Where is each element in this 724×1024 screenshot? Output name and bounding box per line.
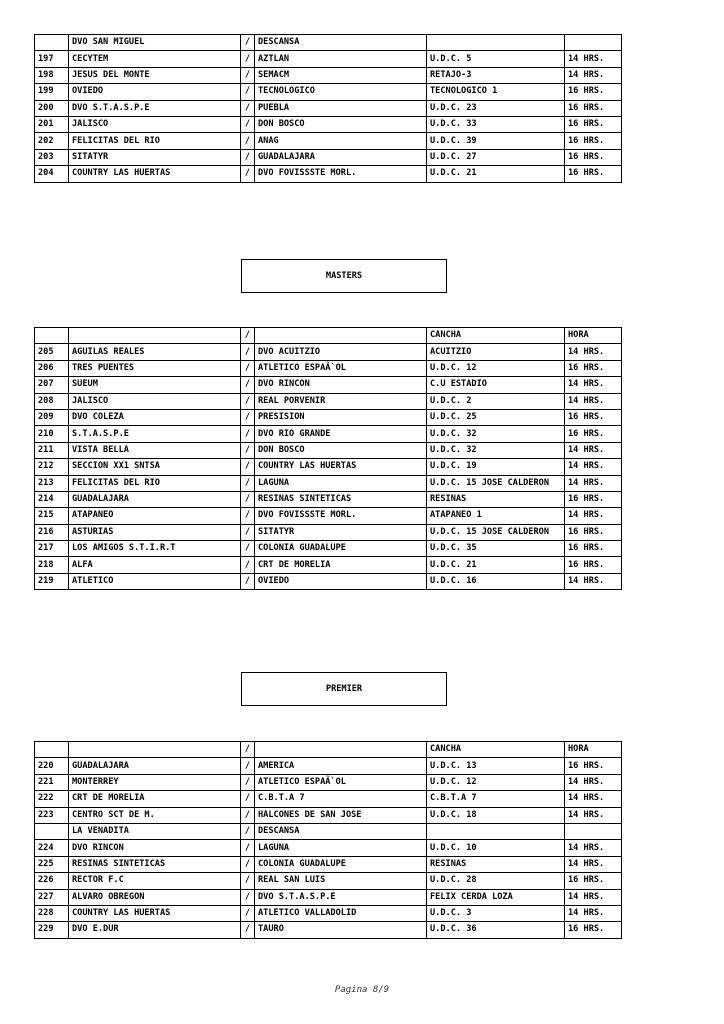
match-number-cell: 206 <box>35 360 69 376</box>
away-team-cell: DVO FOVISSSTE MORL. <box>255 508 427 524</box>
home-team-cell <box>69 328 241 344</box>
time-cell: 14 HRS. <box>565 791 622 807</box>
home-team-cell: RECTOR F.C <box>69 873 241 889</box>
match-number-cell: 222 <box>35 791 69 807</box>
time-cell: 16 HRS. <box>565 116 622 132</box>
table-row <box>35 100 622 116</box>
home-team-cell: JALISCO <box>69 116 241 132</box>
table-row <box>35 791 622 807</box>
time-cell: 16 HRS. <box>565 133 622 149</box>
home-team-cell: FELICITAS DEL RIO <box>69 475 241 491</box>
section-title-masters: MASTERS <box>241 259 447 293</box>
field-cell: RETAJO-3 <box>427 67 565 83</box>
field-cell: U.D.C. 21 <box>427 557 565 573</box>
home-team-cell: MONTERREY <box>69 774 241 790</box>
away-team-cell: RESINAS SINTETICAS <box>255 491 427 507</box>
table-row <box>35 116 622 132</box>
time-cell: 16 HRS. <box>565 84 622 100</box>
home-team-cell: SECCION XX1 SNTSA <box>69 459 241 475</box>
home-team-cell: OVIEDO <box>69 84 241 100</box>
away-team-cell: TAURO <box>255 922 427 938</box>
field-cell: RESINAS <box>427 491 565 507</box>
match-number-cell: 200 <box>35 100 69 116</box>
time-cell: 16 HRS. <box>565 524 622 540</box>
away-team-cell: ANAG <box>255 133 427 149</box>
separator-cell: / <box>241 557 255 573</box>
field-cell: FELIX CERDA LOZA <box>427 889 565 905</box>
table-row <box>35 823 622 839</box>
home-team-cell <box>69 742 241 758</box>
table-row <box>35 889 622 905</box>
table-row <box>35 35 622 51</box>
away-team-cell: DVO RINCON <box>255 377 427 393</box>
home-team-cell: ATLETICO <box>69 573 241 589</box>
match-number-cell: 202 <box>35 133 69 149</box>
home-team-cell: FELICITAS DEL RIO <box>69 133 241 149</box>
separator-cell: / <box>241 426 255 442</box>
separator-cell: / <box>241 508 255 524</box>
field-cell: U.D.C. 28 <box>427 873 565 889</box>
time-cell: 16 HRS. <box>565 491 622 507</box>
separator-cell: / <box>241 856 255 872</box>
field-cell: U.D.C. 23 <box>427 100 565 116</box>
field-cell: U.D.C. 39 <box>427 133 565 149</box>
away-team-cell: DVO FOVISSSTE MORL. <box>255 166 427 182</box>
separator-cell: / <box>241 393 255 409</box>
table-row <box>35 84 622 100</box>
table-row <box>35 807 622 823</box>
separator-cell: / <box>241 166 255 182</box>
field-cell: U.D.C. 27 <box>427 149 565 165</box>
table-row <box>35 393 622 409</box>
separator-cell: / <box>241 84 255 100</box>
away-team-cell: DVO RIO GRANDE <box>255 426 427 442</box>
match-number-cell: 205 <box>35 344 69 360</box>
time-cell: 14 HRS. <box>565 442 622 458</box>
table-row <box>35 856 622 872</box>
away-team-cell: DON BOSCO <box>255 442 427 458</box>
table-row <box>35 166 622 182</box>
match-number-cell: 211 <box>35 442 69 458</box>
separator-cell: / <box>241 475 255 491</box>
home-team-cell: ALVARO OBREGON <box>69 889 241 905</box>
away-team-cell: ATLETICO ESPAÃ`OL <box>255 360 427 376</box>
field-cell <box>427 35 565 51</box>
separator-cell: / <box>241 100 255 116</box>
match-number-cell: 210 <box>35 426 69 442</box>
time-cell: HORA <box>565 742 622 758</box>
table-row <box>35 475 622 491</box>
away-team-cell: AZTLAN <box>255 51 427 67</box>
separator-cell: / <box>241 774 255 790</box>
field-cell: U.D.C. 3 <box>427 905 565 921</box>
home-team-cell: TRES PUENTES <box>69 360 241 376</box>
schedule-table-body <box>35 742 622 939</box>
home-team-cell: COUNTRY LAS HUERTAS <box>69 166 241 182</box>
separator-cell: / <box>241 409 255 425</box>
away-team-cell: LAGUNA <box>255 840 427 856</box>
table-row <box>35 328 622 344</box>
match-number-cell: 213 <box>35 475 69 491</box>
home-team-cell: CENTRO SCT DE M. <box>69 807 241 823</box>
home-team-cell: AGUILAS REALES <box>69 344 241 360</box>
match-number-cell: 215 <box>35 508 69 524</box>
match-number-cell: 228 <box>35 905 69 921</box>
match-number-cell: 226 <box>35 873 69 889</box>
section-title-premier: PREMIER <box>241 672 447 706</box>
match-number-cell: 197 <box>35 51 69 67</box>
away-team-cell: TECNOLOGICO <box>255 84 427 100</box>
time-cell: 16 HRS. <box>565 166 622 182</box>
table-row <box>35 774 622 790</box>
time-cell: 14 HRS. <box>565 807 622 823</box>
field-cell: U.D.C. 5 <box>427 51 565 67</box>
away-team-cell: REAL PORVENIR <box>255 393 427 409</box>
table-row <box>35 459 622 475</box>
field-cell: U.D.C. 35 <box>427 541 565 557</box>
table-row <box>35 541 622 557</box>
time-cell: 14 HRS. <box>565 377 622 393</box>
separator-cell: / <box>241 573 255 589</box>
separator-cell: / <box>241 791 255 807</box>
away-team-cell: SITATYR <box>255 524 427 540</box>
away-team-cell: CRT DE MORELIA <box>255 557 427 573</box>
home-team-cell: JALISCO <box>69 393 241 409</box>
field-cell: U.D.C. 36 <box>427 922 565 938</box>
home-team-cell: LOS AMIGOS S.T.I.R.T <box>69 541 241 557</box>
time-cell: 14 HRS. <box>565 774 622 790</box>
separator-cell: / <box>241 758 255 774</box>
home-team-cell: ATAPANEO <box>69 508 241 524</box>
away-team-cell: DVO ACUITZIO <box>255 344 427 360</box>
separator-cell: / <box>241 360 255 376</box>
home-team-cell: GUADALAJARA <box>69 491 241 507</box>
table-row <box>35 133 622 149</box>
time-cell: 16 HRS. <box>565 873 622 889</box>
field-cell: ATAPANEO 1 <box>427 508 565 524</box>
table-row <box>35 360 622 376</box>
away-team-cell: DVO S.T.A.S.P.E <box>255 889 427 905</box>
match-number-cell: 212 <box>35 459 69 475</box>
home-team-cell: SUEUM <box>69 377 241 393</box>
away-team-cell: DESCANSA <box>255 35 427 51</box>
separator-cell: / <box>241 541 255 557</box>
separator-cell: / <box>241 873 255 889</box>
time-cell: 16 HRS. <box>565 557 622 573</box>
away-team-cell: COLONIA GUADALUPE <box>255 856 427 872</box>
time-cell: 14 HRS. <box>565 51 622 67</box>
away-team-cell: C.B.T.A 7 <box>255 791 427 807</box>
time-cell: 14 HRS. <box>565 889 622 905</box>
field-cell: U.D.C. 32 <box>427 442 565 458</box>
match-number-cell: 198 <box>35 67 69 83</box>
time-cell: 14 HRS. <box>565 856 622 872</box>
table-row <box>35 742 622 758</box>
table-row <box>35 344 622 360</box>
table-row <box>35 491 622 507</box>
away-team-cell: PUEBLA <box>255 100 427 116</box>
away-team-cell: DON BOSCO <box>255 116 427 132</box>
schedule-table-body <box>35 35 622 183</box>
table-row <box>35 573 622 589</box>
time-cell: 16 HRS. <box>565 758 622 774</box>
away-team-cell: ATLETICO ESPAÃ`OL <box>255 774 427 790</box>
home-team-cell: ASTURIAS <box>69 524 241 540</box>
field-cell: U.D.C. 12 <box>427 360 565 376</box>
time-cell: 14 HRS. <box>565 344 622 360</box>
separator-cell: / <box>241 742 255 758</box>
field-cell: U.D.C. 2 <box>427 393 565 409</box>
home-team-cell: S.T.A.S.P.E <box>69 426 241 442</box>
away-team-cell: ATLETICO VALLADOLID <box>255 905 427 921</box>
home-team-cell: LA VENADITA <box>69 823 241 839</box>
away-team-cell: GUADALAJARA <box>255 149 427 165</box>
away-team-cell: OVIEDO <box>255 573 427 589</box>
home-team-cell: DVO SAN MIGUEL <box>69 35 241 51</box>
separator-cell: / <box>241 328 255 344</box>
table-row <box>35 758 622 774</box>
away-team-cell <box>255 328 427 344</box>
field-cell: U.D.C. 10 <box>427 840 565 856</box>
field-cell: U.D.C. 16 <box>427 573 565 589</box>
table-row <box>35 905 622 921</box>
time-cell <box>565 823 622 839</box>
home-team-cell: DVO COLEZA <box>69 409 241 425</box>
time-cell: 14 HRS. <box>565 905 622 921</box>
field-cell: U.D.C. 15 JOSE CALDERON <box>427 524 565 540</box>
time-cell: 14 HRS. <box>565 475 622 491</box>
separator-cell: / <box>241 889 255 905</box>
table-row <box>35 51 622 67</box>
time-cell: 14 HRS. <box>565 67 622 83</box>
field-cell <box>427 823 565 839</box>
away-team-cell: COUNTRY LAS HUERTAS <box>255 459 427 475</box>
field-cell: RESINAS <box>427 856 565 872</box>
field-cell: U.D.C. 13 <box>427 758 565 774</box>
match-number-cell <box>35 35 69 51</box>
time-cell: 16 HRS. <box>565 541 622 557</box>
field-cell: U.D.C. 21 <box>427 166 565 182</box>
separator-cell: / <box>241 905 255 921</box>
separator-cell: / <box>241 840 255 856</box>
match-number-cell: 221 <box>35 774 69 790</box>
match-number-cell: 223 <box>35 807 69 823</box>
schedule-table-masters <box>34 327 622 590</box>
separator-cell: / <box>241 51 255 67</box>
home-team-cell: COUNTRY LAS HUERTAS <box>69 905 241 921</box>
time-cell: HORA <box>565 328 622 344</box>
time-cell: 14 HRS. <box>565 840 622 856</box>
time-cell: 14 HRS. <box>565 573 622 589</box>
field-cell: U.D.C. 25 <box>427 409 565 425</box>
schedule-table-body <box>35 328 622 590</box>
match-number-cell: 214 <box>35 491 69 507</box>
field-cell: C.B.T.A 7 <box>427 791 565 807</box>
home-team-cell: DVO E.DUR <box>69 922 241 938</box>
separator-cell: / <box>241 823 255 839</box>
time-cell: 16 HRS. <box>565 100 622 116</box>
time-cell: 16 HRS. <box>565 426 622 442</box>
separator-cell: / <box>241 116 255 132</box>
separator-cell: / <box>241 491 255 507</box>
away-team-cell: HALCONES DE SAN JOSE <box>255 807 427 823</box>
time-cell: 14 HRS. <box>565 393 622 409</box>
field-cell: CANCHA <box>427 742 565 758</box>
table-row <box>35 426 622 442</box>
home-team-cell: VISTA BELLA <box>69 442 241 458</box>
home-team-cell: DVO S.T.A.S.P.E <box>69 100 241 116</box>
match-number-cell: 208 <box>35 393 69 409</box>
home-team-cell: GUADALAJARA <box>69 758 241 774</box>
time-cell: 16 HRS. <box>565 922 622 938</box>
home-team-cell: SITATYR <box>69 149 241 165</box>
field-cell: C.U ESTADIO <box>427 377 565 393</box>
separator-cell: / <box>241 133 255 149</box>
home-team-cell: DVO RINCON <box>69 840 241 856</box>
time-cell <box>565 35 622 51</box>
match-number-cell: 229 <box>35 922 69 938</box>
away-team-cell: REAL SAN LUIS <box>255 873 427 889</box>
away-team-cell <box>255 742 427 758</box>
away-team-cell: PRESISION <box>255 409 427 425</box>
field-cell: U.D.C. 15 JOSE CALDERON <box>427 475 565 491</box>
home-team-cell: CRT DE MORELIA <box>69 791 241 807</box>
away-team-cell: LAGUNA <box>255 475 427 491</box>
away-team-cell: AMERICA <box>255 758 427 774</box>
field-cell: U.D.C. 32 <box>427 426 565 442</box>
table-row <box>35 524 622 540</box>
table-row <box>35 377 622 393</box>
table-row <box>35 840 622 856</box>
match-number-cell: 204 <box>35 166 69 182</box>
match-number-cell: 199 <box>35 84 69 100</box>
table-row <box>35 922 622 938</box>
separator-cell: / <box>241 807 255 823</box>
schedule-table-premier <box>34 741 622 939</box>
separator-cell: / <box>241 442 255 458</box>
table-row <box>35 873 622 889</box>
match-number-cell <box>35 742 69 758</box>
home-team-cell: JESUS DEL MONTE <box>69 67 241 83</box>
match-number-cell: 224 <box>35 840 69 856</box>
table-row <box>35 508 622 524</box>
separator-cell: / <box>241 149 255 165</box>
table-row <box>35 409 622 425</box>
match-number-cell: 219 <box>35 573 69 589</box>
match-number-cell: 218 <box>35 557 69 573</box>
separator-cell: / <box>241 35 255 51</box>
match-number-cell: 217 <box>35 541 69 557</box>
time-cell: 16 HRS. <box>565 360 622 376</box>
match-number-cell: 220 <box>35 758 69 774</box>
field-cell: U.D.C. 12 <box>427 774 565 790</box>
table-row <box>35 67 622 83</box>
match-number-cell: 225 <box>35 856 69 872</box>
away-team-cell: SEMACM <box>255 67 427 83</box>
match-number-cell: 227 <box>35 889 69 905</box>
separator-cell: / <box>241 67 255 83</box>
field-cell: U.D.C. 33 <box>427 116 565 132</box>
home-team-cell: CECYTEM <box>69 51 241 67</box>
match-number-cell <box>35 328 69 344</box>
away-team-cell: DESCANSA <box>255 823 427 839</box>
match-number-cell: 209 <box>35 409 69 425</box>
separator-cell: / <box>241 524 255 540</box>
time-cell: 14 HRS. <box>565 459 622 475</box>
table-row <box>35 557 622 573</box>
match-number-cell: 203 <box>35 149 69 165</box>
field-cell: TECNOLOGICO 1 <box>427 84 565 100</box>
match-number-cell: 216 <box>35 524 69 540</box>
time-cell: 16 HRS. <box>565 409 622 425</box>
field-cell: U.D.C. 18 <box>427 807 565 823</box>
field-cell: ACUITZIO <box>427 344 565 360</box>
separator-cell: / <box>241 377 255 393</box>
field-cell: U.D.C. 19 <box>427 459 565 475</box>
separator-cell: / <box>241 922 255 938</box>
time-cell: 14 HRS. <box>565 508 622 524</box>
time-cell: 16 HRS. <box>565 149 622 165</box>
page-number: Pagina 8/9 <box>334 985 390 995</box>
table-row <box>35 442 622 458</box>
home-team-cell: RESINAS SINTETICAS <box>69 856 241 872</box>
separator-cell: / <box>241 344 255 360</box>
match-number-cell: 201 <box>35 116 69 132</box>
match-number-cell: 207 <box>35 377 69 393</box>
home-team-cell: ALFA <box>69 557 241 573</box>
schedule-table-top <box>34 34 622 183</box>
table-row <box>35 149 622 165</box>
away-team-cell: COLONIA GUADALUPE <box>255 541 427 557</box>
separator-cell: / <box>241 459 255 475</box>
field-cell: CANCHA <box>427 328 565 344</box>
match-number-cell <box>35 823 69 839</box>
